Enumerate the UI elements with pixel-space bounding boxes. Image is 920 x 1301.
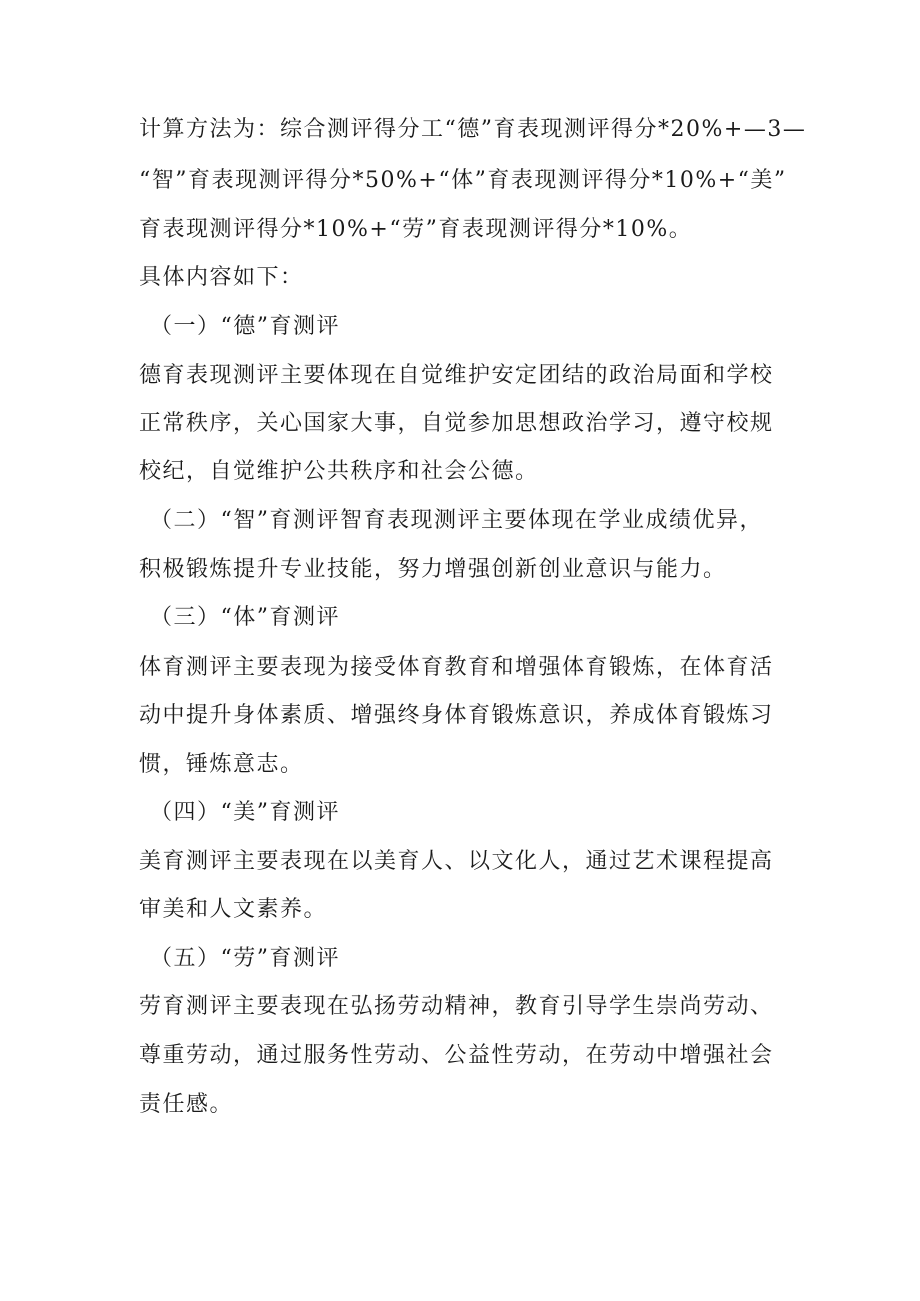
section-heading-intellectual: （二）“智”育测评智育表现测评主要体现在学业成绩优异，	[150, 508, 763, 533]
section-heading-aesthetic: （四）“美”育测评	[150, 800, 340, 825]
section-heading-moral: （一）“德”育测评	[150, 314, 340, 339]
paragraph-physical-line-2: 动中提升身体素质、增强终身体育锻炼意识，养成体育锻炼习	[139, 703, 774, 728]
intro-line: 具体内容如下：	[139, 265, 304, 290]
paragraph-aesthetic-line-1: 美育测评主要表现在以美育人、以文化人，通过艺术课程提高	[139, 849, 774, 874]
paragraph-aesthetic-line-2: 审美和人文素养。	[139, 897, 328, 922]
paragraph-moral-line-2: 正常秩序，关心国家大事，自觉参加思想政治学习，遵守校规	[139, 411, 774, 436]
section-heading-labor: （五）“劳”育测评	[150, 946, 340, 971]
formula-line-3: 育表现测评得分*10%+“劳”育表现测评得分*10%。	[139, 217, 693, 242]
paragraph-intellectual-line-1: 积极锻炼提升专业技能，努力增强创新创业意识与能力。	[139, 557, 727, 582]
paragraph-moral-line-3: 校纪，自觉维护公共秩序和社会公德。	[139, 459, 539, 484]
paragraph-physical-line-1: 体育测评主要表现为接受体育教育和增强体育锻炼，在体育活	[139, 655, 774, 680]
paragraph-labor-line-1: 劳育测评主要表现在弘扬劳动精神，教育引导学生崇尚劳动、	[139, 994, 774, 1019]
paragraph-moral-line-1: 德育表现测评主要体现在自觉维护安定团结的政治局面和学校	[139, 363, 774, 388]
formula-line-2: “智”育表现测评得分*50%+“体”育表现测评得分*10%+“美”	[139, 168, 787, 193]
paragraph-labor-line-2: 尊重劳动，通过服务性劳动、公益性劳动，在劳动中增强社会	[139, 1043, 774, 1068]
paragraph-labor-line-3: 责任感。	[139, 1092, 234, 1117]
section-heading-physical: （三）“体”育测评	[150, 605, 340, 630]
formula-line-1: 计算方法为：综合测评得分工“德”育表现测评得分*20%+—3—	[139, 117, 807, 142]
paragraph-physical-line-3: 惯，锤炼意志。	[139, 752, 304, 777]
